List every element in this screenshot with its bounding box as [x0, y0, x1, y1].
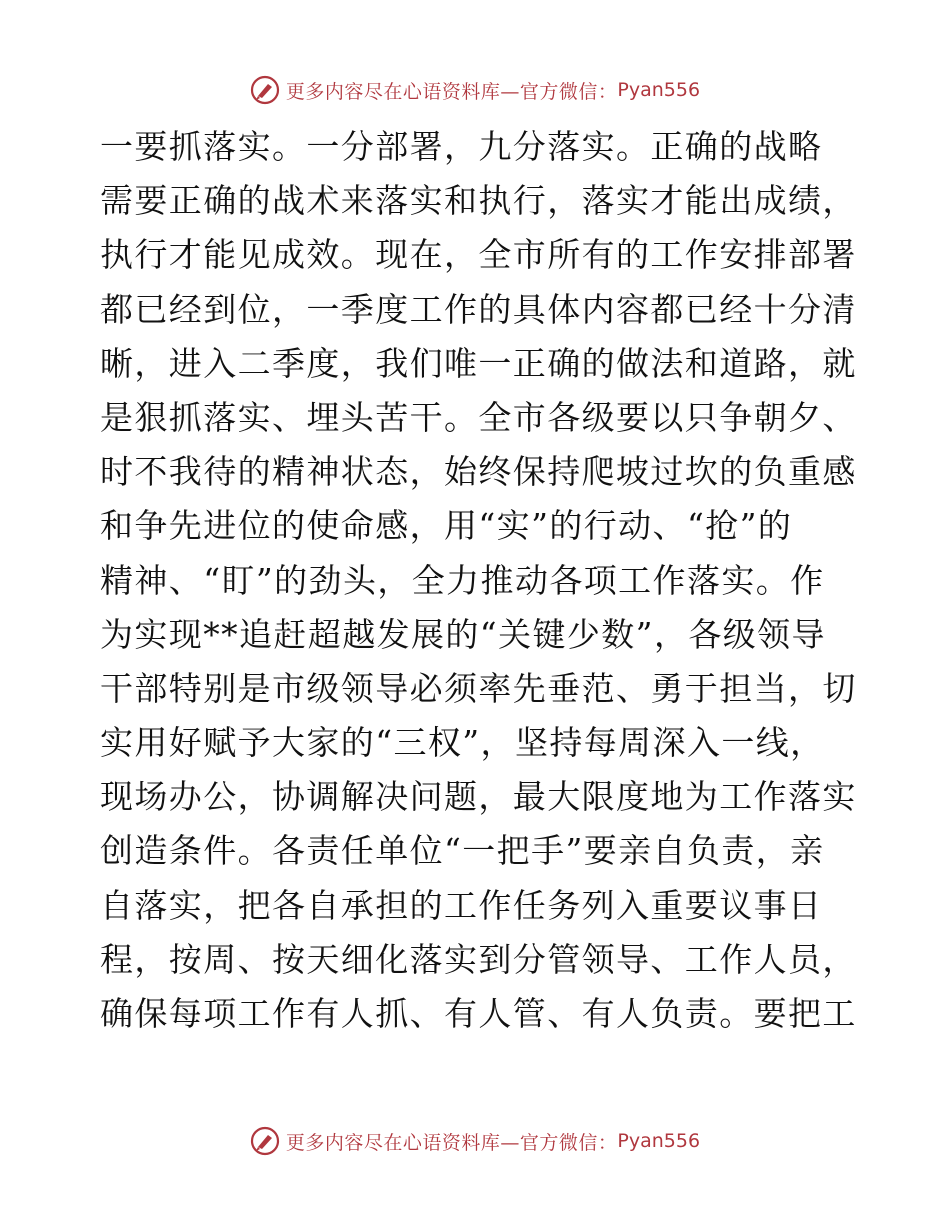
body-line: 干部特别是市级领导必须率先垂范、勇于担当，切 — [100, 668, 857, 708]
body-line: 一要抓落实。一分部署，九分落实。正确的战略 — [100, 127, 823, 166]
body-line: 自落实，把各自承担的工作任务列入重要议事日 — [100, 885, 823, 925]
body-line: 为实现**追赶超越发展的“关键少数”，各级领导 — [100, 614, 826, 654]
pen-logo-icon — [250, 75, 280, 105]
header-watermark — [0, 70, 950, 110]
footer-watermark-id: Pyan556 — [617, 1130, 701, 1152]
body-line: 需要正确的战术来落实和执行，落实才能出成绩， — [100, 181, 857, 221]
body-line: 精神、“盯”的劲头，全力推动各项工作落实。作 — [100, 560, 825, 600]
pen-logo-icon — [250, 1126, 280, 1156]
body-line: 创造条件。各责任单位“一把手”要亲自负责，亲 — [100, 831, 825, 871]
header-watermark-text: 更多内容尽在心语资料库—官方微信： — [285, 80, 618, 103]
footer-watermark-text: 更多内容尽在心语资料库—官方微信： — [285, 1131, 618, 1154]
body-line: 程，按周、按天细化落实到分管领导、工作人员， — [100, 939, 857, 979]
body-line: 时不我待的精神状态，始终保持爬坡过坎的负重感 — [100, 452, 857, 492]
body-line: 执行才能见成效。现在，全市所有的工作安排部署 — [100, 235, 857, 275]
header-watermark-id: Pyan556 — [617, 79, 701, 101]
document-body — [100, 120, 860, 1041]
body-line: 和争先进位的使命感，用“实”的行动、“抢”的 — [100, 506, 793, 546]
body-line: 实用好赋予大家的“三权”，坚持每周深入一线， — [100, 723, 825, 763]
body-line: 现场办公，协调解决问题，最大限度地为工作落实 — [100, 777, 857, 817]
body-line: 都已经到位，一季度工作的具体内容都已经十分清 — [100, 289, 857, 329]
footer-watermark — [0, 1121, 950, 1161]
body-line: 晰，进入二季度，我们唯一正确的做法和道路，就 — [100, 343, 857, 383]
body-line: 是狠抓落实、埋头苦干。全市各级要以只争朝夕、 — [100, 397, 857, 437]
body-line: 确保每项工作有人抓、有人管、有人负责。要把工 — [100, 994, 857, 1033]
